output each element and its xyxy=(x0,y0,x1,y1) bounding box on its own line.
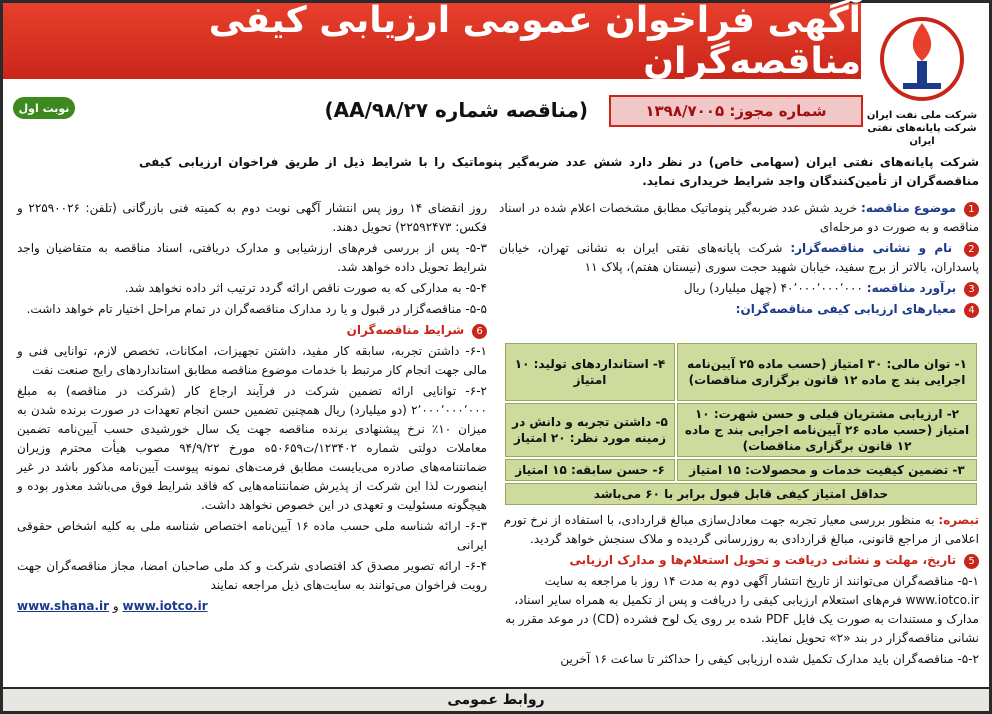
section-3-heading: برآورد مناقصه: xyxy=(866,281,957,295)
tender-info-row xyxy=(13,95,863,127)
first-publication-badge: نوبت اول xyxy=(13,97,75,119)
section-5-5: ۵-۵- مناقصه‌گزار در قبول و یا رد مدارک مناقصه‌گران در تمام مراحل اختیار تام خواهد داشت. xyxy=(26,302,487,316)
section-3 xyxy=(499,279,979,298)
section-5-1: ۵-۱- مناقصه‌گران می‌توانند از تاریخ انتشار آگهی دوم به مدت ۱۴ روز با مراجعه به سایت www.iotco.ir فرم‌های استعلام ارزیابی کیفی را دریافت و پس از تکمیل به همراه سایر اسناد، مدارک و مستندات به صورت یک فایل PDF شده بر روی یک لوح فشرده (CD) در موعد مقرر به نشانی مناقصه‌گزار در بند «۲» تحویل نمایند. xyxy=(505,574,979,645)
permit-number: شماره مجوز: ۱۳۹۸/۷۰۰۵ xyxy=(609,95,863,127)
note xyxy=(501,511,979,549)
section-6-list xyxy=(17,342,487,616)
logo-line-iotc: شرکت پایانه‌های نفتی ایران xyxy=(867,123,977,147)
intro-paragraph: شرکت پایانه‌های نفتی ایران (سهامی خاص) در نظر دارد شش عدد ضربه‌گیر پنوماتیک را با شرایط ذیل از طریق فراخوان ارزیابی کیفی مناقصه‌گران از تأمین‌کنندگان واجد شرایط خریداری نماید. xyxy=(139,155,979,188)
number-badge-icon: 6 xyxy=(472,324,487,339)
headline-banner xyxy=(3,0,861,82)
website-links xyxy=(17,597,487,616)
section-1-heading: موضوع مناقصه: xyxy=(861,201,957,215)
section-6-3: ۶-۳- ارائه شناسه ملی حسب ماده ۱۶ آیین‌نامه اختصاص شناسه ملی به کلیه اشخاص حقوقی ایرانی xyxy=(17,519,487,552)
section-2-text: شرکت پایانه‌های نفتی ایران به نشانی تهران، خیابان پاسداران، بالاتر از برج سفید، خیابان شهید حجت سوری (نیستان هفتم)، پلاک ۱۱ xyxy=(499,241,979,274)
section-6-heading: شرایط مناقصه‌گران xyxy=(346,323,465,337)
note-heading: تبصره: xyxy=(938,513,979,527)
criterion-record: ۶- حسن سابقه: ۱۵ امتیاز xyxy=(505,459,675,481)
section-6-1: ۶-۱- داشتن تجربه، سابقه کار مفید، داشتن تجهیزات، امکانات، تخصص لازم، توانایی فنی و مالی جهت انجام کار مرتبط با خدمات موضوع مناقصه مطابق استانداردهای رایج صنعت نفت xyxy=(17,344,487,377)
note-text: به منظور بررسی معیار تجربه جهت معادل‌سازی مبالغ قراردادی، با استفاده از نرخ تورم اعلامی از مراجع قانونی، مبالغ قراردادی به روزرسانی گردیده و ملاک سنجش خواهد گردید. xyxy=(503,513,979,546)
section-3-text: ۴۰٬۰۰۰٬۰۰۰٬۰۰۰ (چهل میلیارد) ریال xyxy=(683,281,863,295)
link-separator: و xyxy=(109,599,123,613)
headline-title: آگهی فراخوان عمومی ارزیابی کیفی مناقصه‌گران xyxy=(208,0,861,82)
section-6-4: ۶-۴- ارائه تصویر مصدق کد اقتصادی شرکت و کد ملی صاحبان امضا، مجاز مناقصه‌گران جهت رویت فراخوان می‌توانند به سایت‌های ذیل مراجعه نمایند xyxy=(17,559,487,592)
left-column xyxy=(17,199,487,618)
public-relations-footer xyxy=(3,687,989,711)
section-2 xyxy=(499,239,979,277)
section-5-2-cont: روز انقضای ۱۴ روز پس انتشار آگهی نوبت دوم به کمیته فنی بازرگانی (تلفن: ۲۲۵۹۰۰۲۶ و فکس: ۲۲۵۹۲۴۷۳) تحویل دهند. xyxy=(17,201,488,234)
section-5-2: ۵-۲- مناقصه‌گران باید مدارک تکمیل شده ارزیابی کیفی را حداکثر تا ساعت ۱۶ آخرین xyxy=(560,652,979,666)
number-badge-icon: 5 xyxy=(964,554,979,569)
logo-caption xyxy=(863,109,981,148)
criterion-reputation: ۲- ارزیابی مشتریان قبلی و حسن شهرت: ۱۰ امتیاز (حسب ماده ۲۶ آیین‌نامه اجرایی بند ج ماده ۱۲ قانون برگزاری مناقصات) xyxy=(677,403,977,457)
section-6-2: ۶-۲- توانایی ارائه تضمین شرکت در فرآیند ارجاع کار (شرکت در مناقصه) به مبلغ ۲٬۰۰۰٬۰۰۰٬۰۰۰ (دو میلیارد) ریال همچنین تضمین حسن انجام تعهدات در صورت برنده شدن به میزان ۱۰٪ نرخ پیشنهادی برنده مناقصه جهت یک سال خورشیدی حسب آیین‌نامه تضمین معاملات دولتی شماره ۱۲۳۴۰۲/ت۵۰۶۵۹ه مورخ ۹۴/۹/۲۲ مصوب هیأت محترم وزیران ضمانتنامه‌های صادره می‌بایست مطابق فرمت‌های نمونه پیوست آیین‌نامه مذکور باشد در غیر اینصورت لذا این شرکت از پذیرش ضمانتنامه‌هایی که فاقد شرایط فوق می‌باشد معذور بوده و هیچگونه مسئولیت و تعهدی در این خصوص نخواهد داشت. xyxy=(17,384,487,512)
minimum-score: حداقل امتیاز کیفی قابل قبول برابر با ۶۰ می‌باشد xyxy=(505,483,977,505)
section-1 xyxy=(499,199,979,237)
section-5-3: ۵-۳- پس از بررسی فرم‌های ارزشیابی و مدارک دریافتی، اسناد مناقصه به متقاضیان واجد شرایط تحویل داده خواهد شد. xyxy=(17,241,487,274)
section-5-4: ۵-۴- به مدارکی که به صورت ناقص ارائه گردد ترتیب اثر داده نخواهد شد. xyxy=(124,281,487,295)
section-5-heading-row xyxy=(501,551,979,570)
section-4-heading: معیارهای ارزیابی کیفی مناقصه‌گران: xyxy=(735,302,957,316)
number-badge-icon: 2 xyxy=(964,242,979,257)
criterion-standards: ۴- استانداردهای تولید: ۱۰ امتیاز xyxy=(505,343,675,401)
flame-logo-icon xyxy=(877,9,967,101)
right-column xyxy=(499,199,979,321)
number-badge-icon: 3 xyxy=(964,282,979,297)
number-badge-icon: 4 xyxy=(964,303,979,318)
notes-section xyxy=(501,511,979,671)
tender-number: (مناقصه شماره AA/۹۸/۲۷) xyxy=(324,98,588,122)
criterion-experience: ۵- داشتن تجربه و دانش در زمینه مورد نظر: ۲۰ امتیاز xyxy=(505,403,675,457)
section-4 xyxy=(499,300,979,319)
link-shana[interactable]: www.shana.ir xyxy=(17,599,110,613)
section-2-heading: نام و نشانی مناقصه‌گزار: xyxy=(790,241,953,255)
section-5-heading: تاریخ، مهلت و نشانی دریافت و تحویل استعلام‌ها و مدارک ارزیابی xyxy=(569,553,957,567)
section-6-heading-row xyxy=(17,321,487,340)
criterion-quality: ۳- تضمین کیفیت خدمات و محصولات: ۱۵ امتیاز xyxy=(677,459,977,481)
company-logo xyxy=(863,9,981,149)
link-iotco[interactable]: www.iotco.ir xyxy=(122,599,208,613)
number-badge-icon: 1 xyxy=(964,202,979,217)
footer-label: روابط عمومی xyxy=(447,692,545,708)
section-1-text: خرید شش عدد ضربه‌گیر پنوماتیک مطابق مشخصات اعلام شده در اسناد مناقصه و به صورت دو مرحله‌ای xyxy=(499,201,979,234)
criterion-financial: ۱- توان مالی: ۳۰ امتیاز (حسب ماده ۲۵ آیین‌نامه اجرایی بند ج ماده ۱۲ قانون برگزاری مناقصات) xyxy=(677,343,977,401)
logo-line-nioc: شرکت ملی نفت ایران xyxy=(866,110,978,121)
